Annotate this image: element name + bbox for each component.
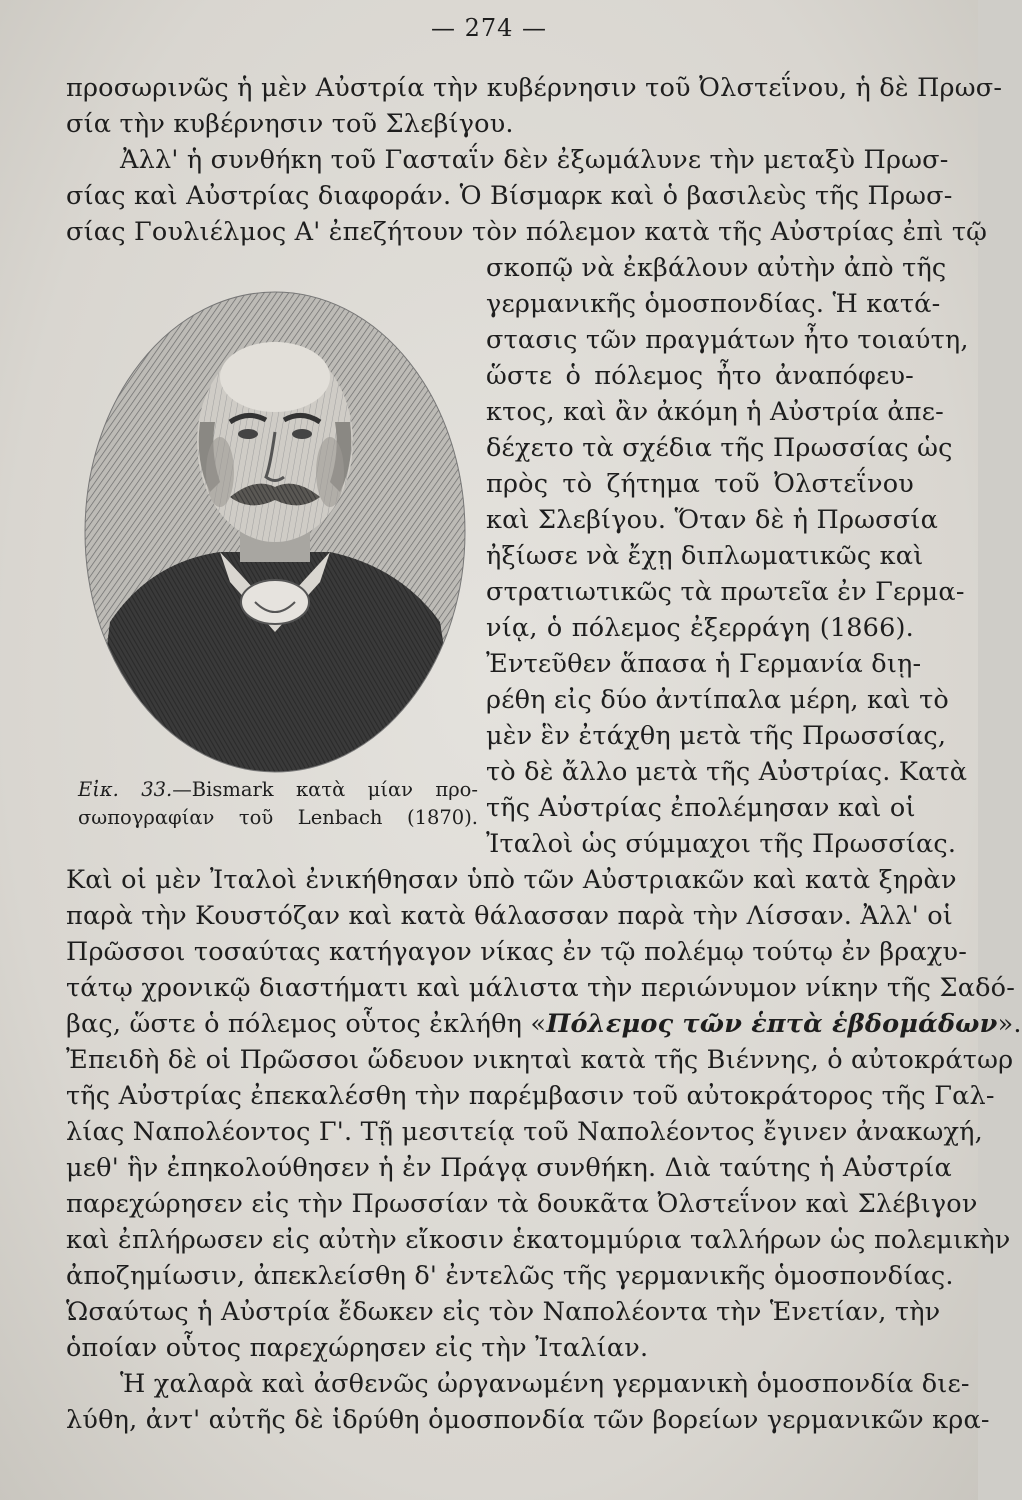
text-line-32: παρεχώρησεν εἰς τὴν Πρωσσίαν τὰ δουκᾶτα Ὀλστεΐνον καὶ Σλέβιγον	[66, 1189, 978, 1219]
text-line-17: Ἐντεῦθεν ἅπασα ἡ Γερμανία διῃ-	[486, 649, 922, 679]
page-number: — 274 —	[430, 14, 548, 42]
text-line-18: ρέθη εἰς δύο ἀντίπαλα μέρη, καὶ τὸ	[486, 685, 949, 715]
text-line-3: Ἀλλ' ἡ συνθήκη τοῦ Γασταΐν δὲν ἐξωμάλυνε τὴν μεταξὺ Πρωσ-	[120, 145, 949, 175]
text-line-4: σίας καὶ Αὐστρίας διαφοράν. Ὁ Βίσμαρκ καὶ ὁ βασιλεὺς τῆς Πρωσ-	[66, 181, 953, 211]
text-line-13: καὶ Σλεβίγου. Ὅταν δὲ ἡ Πρωσσία	[486, 505, 939, 535]
text-line-1: προσωρινῶς ἡ μὲν Αὐστρία τὴν κυβέρνησιν τοῦ Ὀλστεΐνου, ἡ δὲ Πρωσ-	[66, 73, 1003, 103]
text-line-34: ἀποζημίωσιν, ἀπεκλείσθη δ' ἐντελῶς τῆς γερμανικῆς ὁμοσπονδίας.	[66, 1261, 954, 1291]
text-line-12: πρὸς τὸ ζήτημα τοῦ Ὀλστεΐνου	[486, 469, 914, 499]
text-line-28: Ἐπειδὴ δὲ οἱ Πρῶσσοι ὥδευον νικηταὶ κατὰ τῆς Βιέννης, ὁ αὐτοκράτωρ	[66, 1045, 1014, 1075]
text-line-10: κτος, καὶ ἂν ἀκόμη ἡ Αὐστρία ἀπε-	[486, 397, 944, 427]
text-line-27-start: βας, ὥστε ὁ πόλεμος οὗτος ἐκλήθη «	[66, 1009, 547, 1039]
text-line-2: σία τὴν κυβέρνησιν τοῦ Σλεβίγου.	[66, 109, 514, 139]
text-line-38: λύθη, ἀντ' αὐτῆς δὲ ἱδρύθη ὁμοσπονδία τῶν βορείων γερμανικῶν κρα-	[66, 1405, 990, 1435]
text-line-9: ὥστε ὁ πόλεμος ἦτο ἀναπόφευ-	[486, 361, 914, 391]
text-line-19: μὲν ἓν ἐτάχθη μετὰ τῆς Πρωσσίας,	[486, 721, 947, 751]
text-line-22: Ἰταλοὶ ὡς σύμμαχοι τῆς Πρωσσίας.	[486, 829, 957, 859]
text-line-15: στρατιωτικῶς τὰ πρωτεῖα ἐν Γερμα-	[486, 577, 965, 607]
text-line-5: σίας Γουλιέλμος Α' ἐπεζήτουν τὸν πόλεμον κατὰ τῆς Αὐστρίας ἐπὶ τῷ	[66, 217, 988, 247]
text-line-20: τὸ δὲ ἄλλο μετὰ τῆς Αὐστρίας. Κατὰ	[486, 757, 968, 787]
text-line-8: στασις τῶν πραγμάτων ἦτο τοιαύτη,	[486, 325, 969, 355]
text-line-29: τῆς Αὐστρίας ἐπεκαλέσθη τὴν παρέμβασιν τοῦ αὐτοκράτορος τῆς Γαλ-	[66, 1081, 995, 1111]
text-line-36: ὁποίαν οὗτος παρεχώρησεν εἰς τὴν Ἰταλίαν.	[66, 1333, 649, 1363]
text-line-31: μεθ' ἣν ἐπηκολούθησεν ἡ ἐν Πράγᾳ συνθήκη. Διὰ ταύτης ἡ Αὐστρία	[66, 1153, 952, 1183]
text-line-16: νίᾳ, ὁ πόλεμος ἐξερράγη (1866).	[486, 613, 914, 643]
text-line-23: Καὶ οἱ μὲν Ἰταλοὶ ἐνικήθησαν ὑπὸ τῶν Αὐστριακῶν καὶ κατὰ ξηρὰν	[66, 865, 957, 895]
emphasis-close: ».	[997, 1009, 1022, 1039]
text-line-35: Ὡσαύτως ἡ Αὐστρία ἔδωκεν εἰς τὸν Ναπολέοντα τὴν Ἑνετίαν, τὴν	[66, 1297, 941, 1327]
text-line-21: τῆς Αὐστρίας ἐπολέμησαν καὶ οἱ	[486, 793, 916, 823]
text-line-24: παρὰ τὴν Κουστόζαν καὶ κατὰ θάλασσαν παρὰ τὴν Λίσσαν. Ἀλλ' οἱ	[66, 901, 954, 931]
text-line-33: καὶ ἐπλήρωσεν εἰς αὐτὴν εἴκοσιν ἑκατομμύρια ταλλήρων ὡς πολεμικὴν	[66, 1225, 1011, 1255]
text-line-37: Ἡ χαλαρὰ καὶ ἀσθενῶς ὠργανωμένη γερμανικὴ ὁμοσπονδία διε-	[120, 1369, 970, 1399]
caption-label: Εἰκ. 33.	[78, 778, 173, 801]
figure-caption	[78, 776, 478, 832]
text-line-14: ἠξίωσε νὰ ἔχῃ διπλωματικῶς καὶ	[486, 541, 924, 571]
caption-line-2: σωπογραφίαν τοῦ Lenbach (1870).	[78, 806, 478, 829]
text-line-6: σκοπῷ νὰ ἐκβάλουν αὐτὴν ἀπὸ τῆς	[486, 253, 947, 283]
text-line-11: δέχετο τὰ σχέδια τῆς Πρωσσίας ὡς	[486, 433, 953, 463]
text-line-26: τάτῳ χρονικῷ διαστήματι καὶ μάλιστα τὴν περιώνυμον νίκην τῆς Σαδό-	[66, 973, 1016, 1003]
text-line-25: Πρῶσσοι τοσαύτας κατήγαγον νίκας ἐν τῷ πολέμῳ τούτῳ ἐν βραχυ-	[66, 937, 968, 967]
caption-line-1: —Bismark κατὰ μίαν προ-	[172, 778, 479, 801]
text-line-7: γερμανικῆς ὁμοσπονδίας. Ἡ κατά-	[486, 289, 941, 319]
bismarck-portrait-engraving	[70, 282, 480, 782]
text-line-27	[66, 1006, 1022, 1042]
text-line-30: λίας Ναπολέοντος Γ'. Τῇ μεσιτείᾳ τοῦ Ναπολέοντος ἔγινεν ἀνακωχή,	[66, 1117, 983, 1147]
emphasized-title: Πόλεμος τῶν ἑπτὰ ἑβδομάδων	[546, 1009, 998, 1039]
